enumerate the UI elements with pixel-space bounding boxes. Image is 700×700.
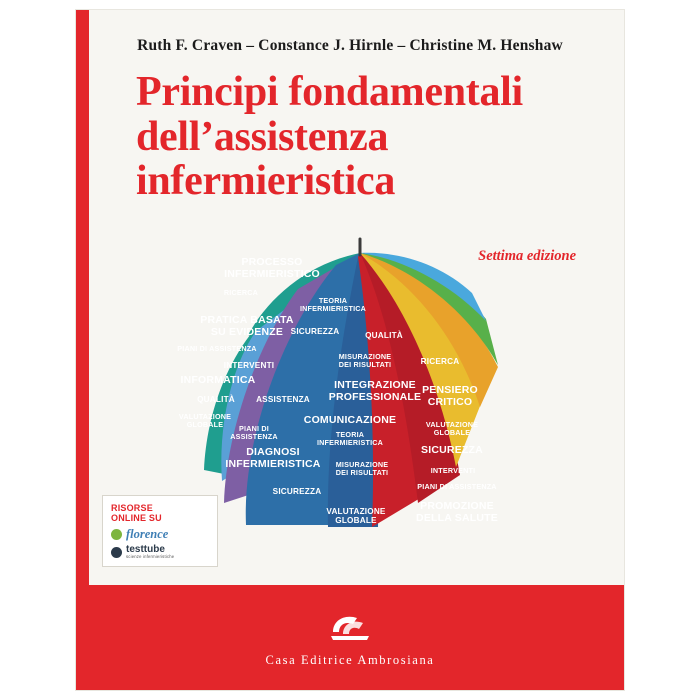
label-ricerca-right: RICERCA <box>420 357 460 366</box>
label-sicurezza-right: SICUREZZA <box>421 444 483 456</box>
label-misurazione-center: MISURAZIONE DEI RISULTATI <box>335 460 389 478</box>
label-interventi-right: INTERVENTI <box>430 466 476 475</box>
testtube-name: testtube <box>126 544 165 555</box>
florence-icon <box>111 529 122 540</box>
label-valutazione-globale-right: VALUTAZIONE GLOBALE <box>425 420 479 438</box>
umbrella-diagram <box>160 235 550 550</box>
label-teoria-center: TEORIA INFERMIERISTICA <box>316 430 384 448</box>
label-piani-assistenza-center: PIANI DI ASSISTENZA <box>230 424 278 442</box>
label-teoria-top: TEORIA INFERMIERISTICA <box>299 296 367 314</box>
testtube-subtitle: scienze infermieristiche <box>126 554 175 559</box>
online-resources-line2: ONLINE SU <box>111 513 162 523</box>
publisher-block <box>76 612 624 668</box>
label-valutazione-globale-bottom: VALUTAZIONE GLOBALE <box>326 507 386 526</box>
florence-brand <box>111 527 209 542</box>
label-pratica-basata: PRATICA BASATA SU EVIDENZE <box>200 314 294 338</box>
label-promozione-della-salute: PROMOZIONE DELLA SALUTE <box>416 500 498 524</box>
cover-page <box>76 10 624 690</box>
florence-label: florence <box>126 527 169 541</box>
label-misurazione-top: MISURAZIONE DEI RISULTATI <box>338 352 392 370</box>
online-resources-line1: RISORSE <box>111 503 153 513</box>
title-line-3: infermieristica <box>136 158 396 205</box>
title-line-2: dell’assistenza <box>136 113 389 160</box>
title-line-1: Principi fondamentali <box>136 69 523 115</box>
page-title <box>136 70 606 204</box>
authors-line: Ruth F. Craven – Constance J. Hirnle – Christine M. Henshaw <box>137 37 563 54</box>
label-informatica: INFORMATICA <box>180 374 256 386</box>
umbrella-svg <box>160 235 550 550</box>
label-diagnosi-infermieristica: DIAGNOSI INFERMIERISTICA <box>225 446 321 470</box>
label-sicurezza-bottom: SICUREZZA <box>272 487 322 496</box>
testtube-brand <box>111 545 209 559</box>
label-valutazione-globale-left: VALUTAZIONE GLOBALE <box>178 412 232 430</box>
label-sicurezza-top: SICUREZZA <box>290 327 340 336</box>
spine-stripe <box>76 10 89 690</box>
label-ricerca-left: RICERCA <box>223 288 259 297</box>
online-resources-box <box>102 495 218 567</box>
label-piani-assistenza-left: PIANI DI ASSISTENZA <box>177 344 257 353</box>
label-integrazione-professionale: INTEGRAZIONE PROFESSIONALE <box>328 379 422 403</box>
edition-label: Settima edizione <box>478 248 576 264</box>
label-comunicazione: COMUNICAZIONE <box>303 414 397 426</box>
label-processo-infermieristico: PROCESSO INFERMIERISTICO <box>224 256 320 280</box>
label-pensiero-critico: PENSIERO CRITICO <box>422 384 478 408</box>
label-qualita-left: QUALITÀ <box>197 395 235 404</box>
label-assistenza: ASSISTENZA <box>256 395 310 404</box>
label-interventi-left: INTERVENTI <box>223 361 275 370</box>
publisher-name: Casa Editrice Ambrosiana <box>265 653 435 667</box>
cea-logo <box>76 612 624 647</box>
label-qualita-top: QUALITÀ <box>365 331 403 340</box>
testtube-icon <box>111 547 122 558</box>
cea-logo-mark <box>327 612 373 642</box>
testtube-label <box>126 545 174 559</box>
label-piani-assistenza-right: PIANI DI ASSISTENZA <box>417 482 497 491</box>
